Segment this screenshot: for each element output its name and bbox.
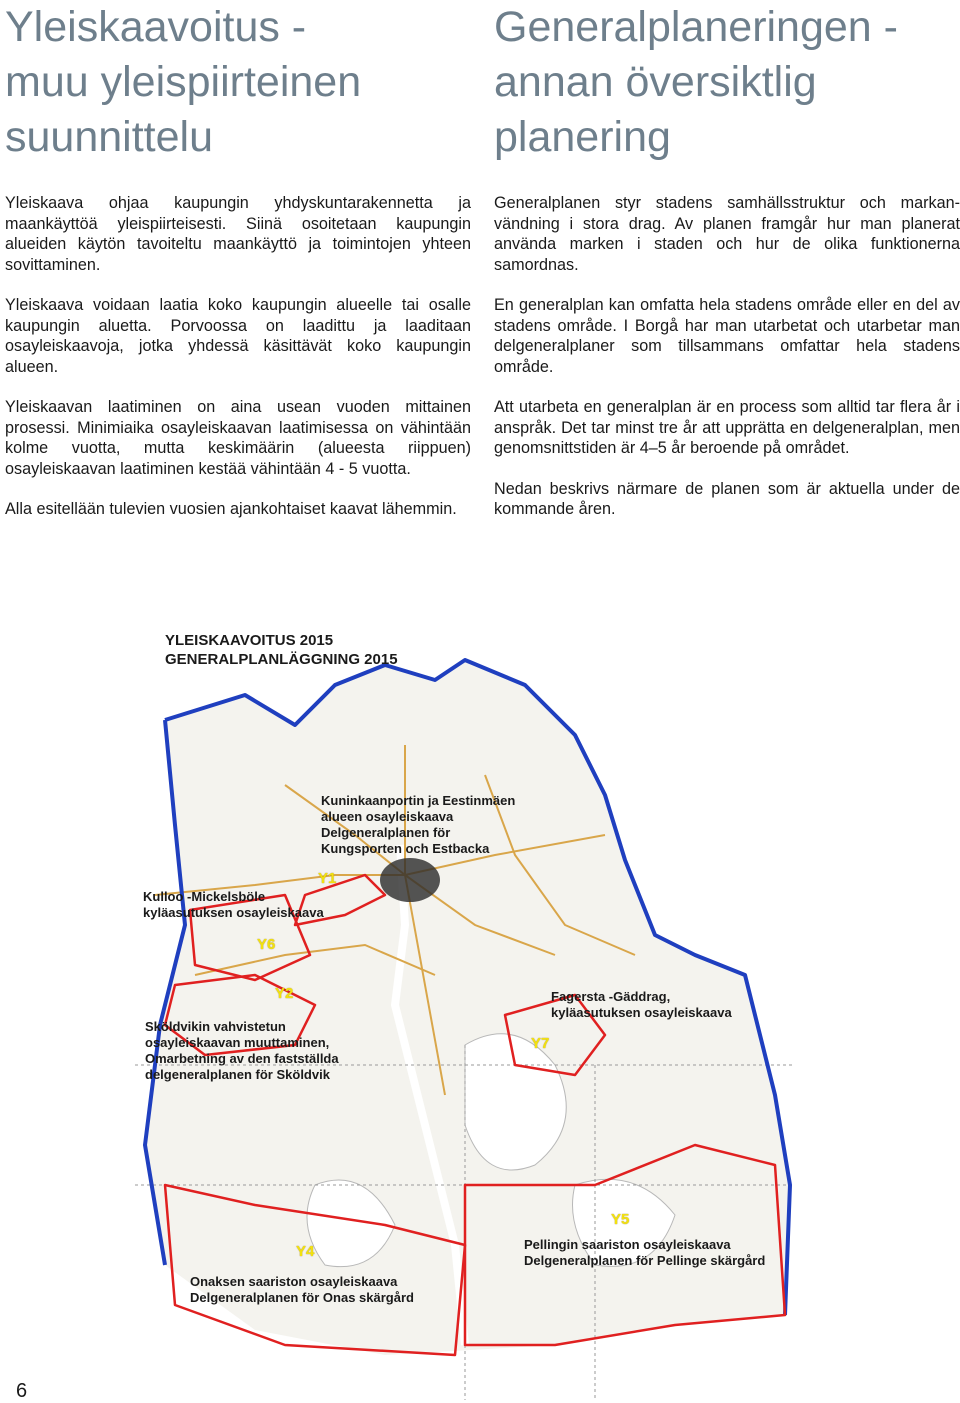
label-line: Delgeneralplanen för Onas skärgård xyxy=(190,1290,414,1305)
swedish-paragraph: Generalplanen styr stadens samhällsstruktur och markanvändning i stora drag. Av planen framgår hur man planerat använda marken i staden och hur de olika funktionerna samordnas. xyxy=(494,194,960,274)
swedish-paragraph: En generalplan kan omfatta hela stadens område eller en del av stadens område. I Borgå har man utarbetat och utarbetar man delgeneralplaner som tillsammans omfattar hela stadens område. xyxy=(494,296,960,376)
zone-code-y2: Y2 xyxy=(275,985,294,1002)
zone-code-y4: Y4 xyxy=(296,1243,315,1260)
label-line: Kulloo -Mickelsböle xyxy=(143,889,266,904)
zone-code-y5: Y5 xyxy=(611,1211,630,1228)
finnish-paragraph: Alla esitellään tulevien vuosien ajankohtaiset kaavat lähemmin. xyxy=(5,500,457,518)
label-pellinki xyxy=(524,1237,765,1269)
swedish-title-line: planering xyxy=(494,113,671,161)
label-line: Pellingin saariston osayleiskaava xyxy=(524,1237,731,1252)
label-skoldvik xyxy=(145,1019,339,1083)
swedish-paragraph: Att utarbeta en generalplan är en process som alltid tar flera år i anspråk. Det tar minst tre år att upprätta en delgeneralplan, men genomsnittstiden är 4–5 år beroende på området. xyxy=(494,398,960,457)
label-line: osayleiskaavan muuttaminen, xyxy=(145,1035,330,1050)
finnish-title-line: Yleiskaavoitus - xyxy=(5,3,307,51)
planning-map xyxy=(135,625,795,1400)
label-line: Delgeneralplanen för xyxy=(321,825,451,840)
label-line: Sköldvikin vahvistetun xyxy=(145,1019,286,1034)
label-line: Omarbetning av den fastställda xyxy=(145,1051,339,1066)
label-onas xyxy=(190,1274,414,1306)
map-title xyxy=(165,631,398,669)
zone-code-y7: Y7 xyxy=(531,1035,550,1052)
finnish-title xyxy=(5,0,471,165)
page-number: 6 xyxy=(16,1380,28,1402)
label-line: kyläasutuksen osayleiskaava xyxy=(551,1005,732,1020)
map-title-line: GENERALPLANLÄGGNING 2015 xyxy=(165,651,398,668)
swedish-title xyxy=(494,0,960,165)
swedish-body xyxy=(494,193,960,520)
label-line: delgeneralplanen för Sköldvik xyxy=(145,1067,330,1082)
finnish-paragraph: Yleiskaava ohjaa kaupungin yhdyskuntarakennetta ja maankäyttöä yleispiirteisesti. Siinä osoitetaan kaupungin alueiden käytön tavoiteltu maankäyttö ja toimintojen yhteen sovittaminen. xyxy=(5,194,471,274)
label-line: Delgeneralplanen för Pellinge skärgård xyxy=(524,1253,766,1268)
label-fagersta xyxy=(551,989,732,1021)
zone-code-y6: Y6 xyxy=(257,936,276,953)
label-line: Kuninkaanportin ja Eestinmäen xyxy=(321,793,516,808)
finnish-body xyxy=(5,193,471,520)
label-kuninkaanportti xyxy=(321,793,515,857)
zone-code-y1: Y1 xyxy=(318,870,337,887)
swedish-title-line: Generalplaneringen - xyxy=(494,3,898,51)
city-center xyxy=(380,858,440,902)
finnish-column xyxy=(5,0,471,540)
map-title-line: YLEISKAAVOITUS 2015 xyxy=(165,632,334,649)
finnish-paragraph: Yleiskaava voidaan laatia koko kaupungin alueelle tai osalle kaupungin aluetta. Porvoossa on laadittu ja laaditaan osayleiskaavoja, jotka yhdessä käsittävät koko kaupungin alueen. xyxy=(5,296,471,376)
swedish-column xyxy=(494,0,960,540)
label-line: alueen osayleiskaava xyxy=(321,809,454,824)
finnish-title-line: muu yleispiirteinen xyxy=(5,58,362,106)
label-line: kyläasutuksen osayleiskaava xyxy=(143,905,324,920)
label-line: Kungsporten och Estbacka xyxy=(321,841,490,856)
finnish-title-line: suunnittelu xyxy=(5,113,213,161)
label-line: Fagersta -Gäddrag, xyxy=(551,989,671,1004)
label-kulloo xyxy=(143,889,324,921)
label-line: Onaksen saariston osayleiskaava xyxy=(190,1274,398,1289)
swedish-title-line: annan översiktlig xyxy=(494,58,817,106)
finnish-paragraph: Yleiskaavan laatiminen on aina usean vuoden mittainen prosessi. Minimiaika osayleiskaavan laatimisessa on vähintään kolme vuotta, mutta keskimäärin (alueesta riippuen) osayleiskaavan laatiminen kestää vähintään 4 - 5 vuotta. xyxy=(5,398,471,478)
swedish-paragraph: Nedan beskrivs närmare de planen som är aktuella under de kommande åren. xyxy=(494,479,960,518)
